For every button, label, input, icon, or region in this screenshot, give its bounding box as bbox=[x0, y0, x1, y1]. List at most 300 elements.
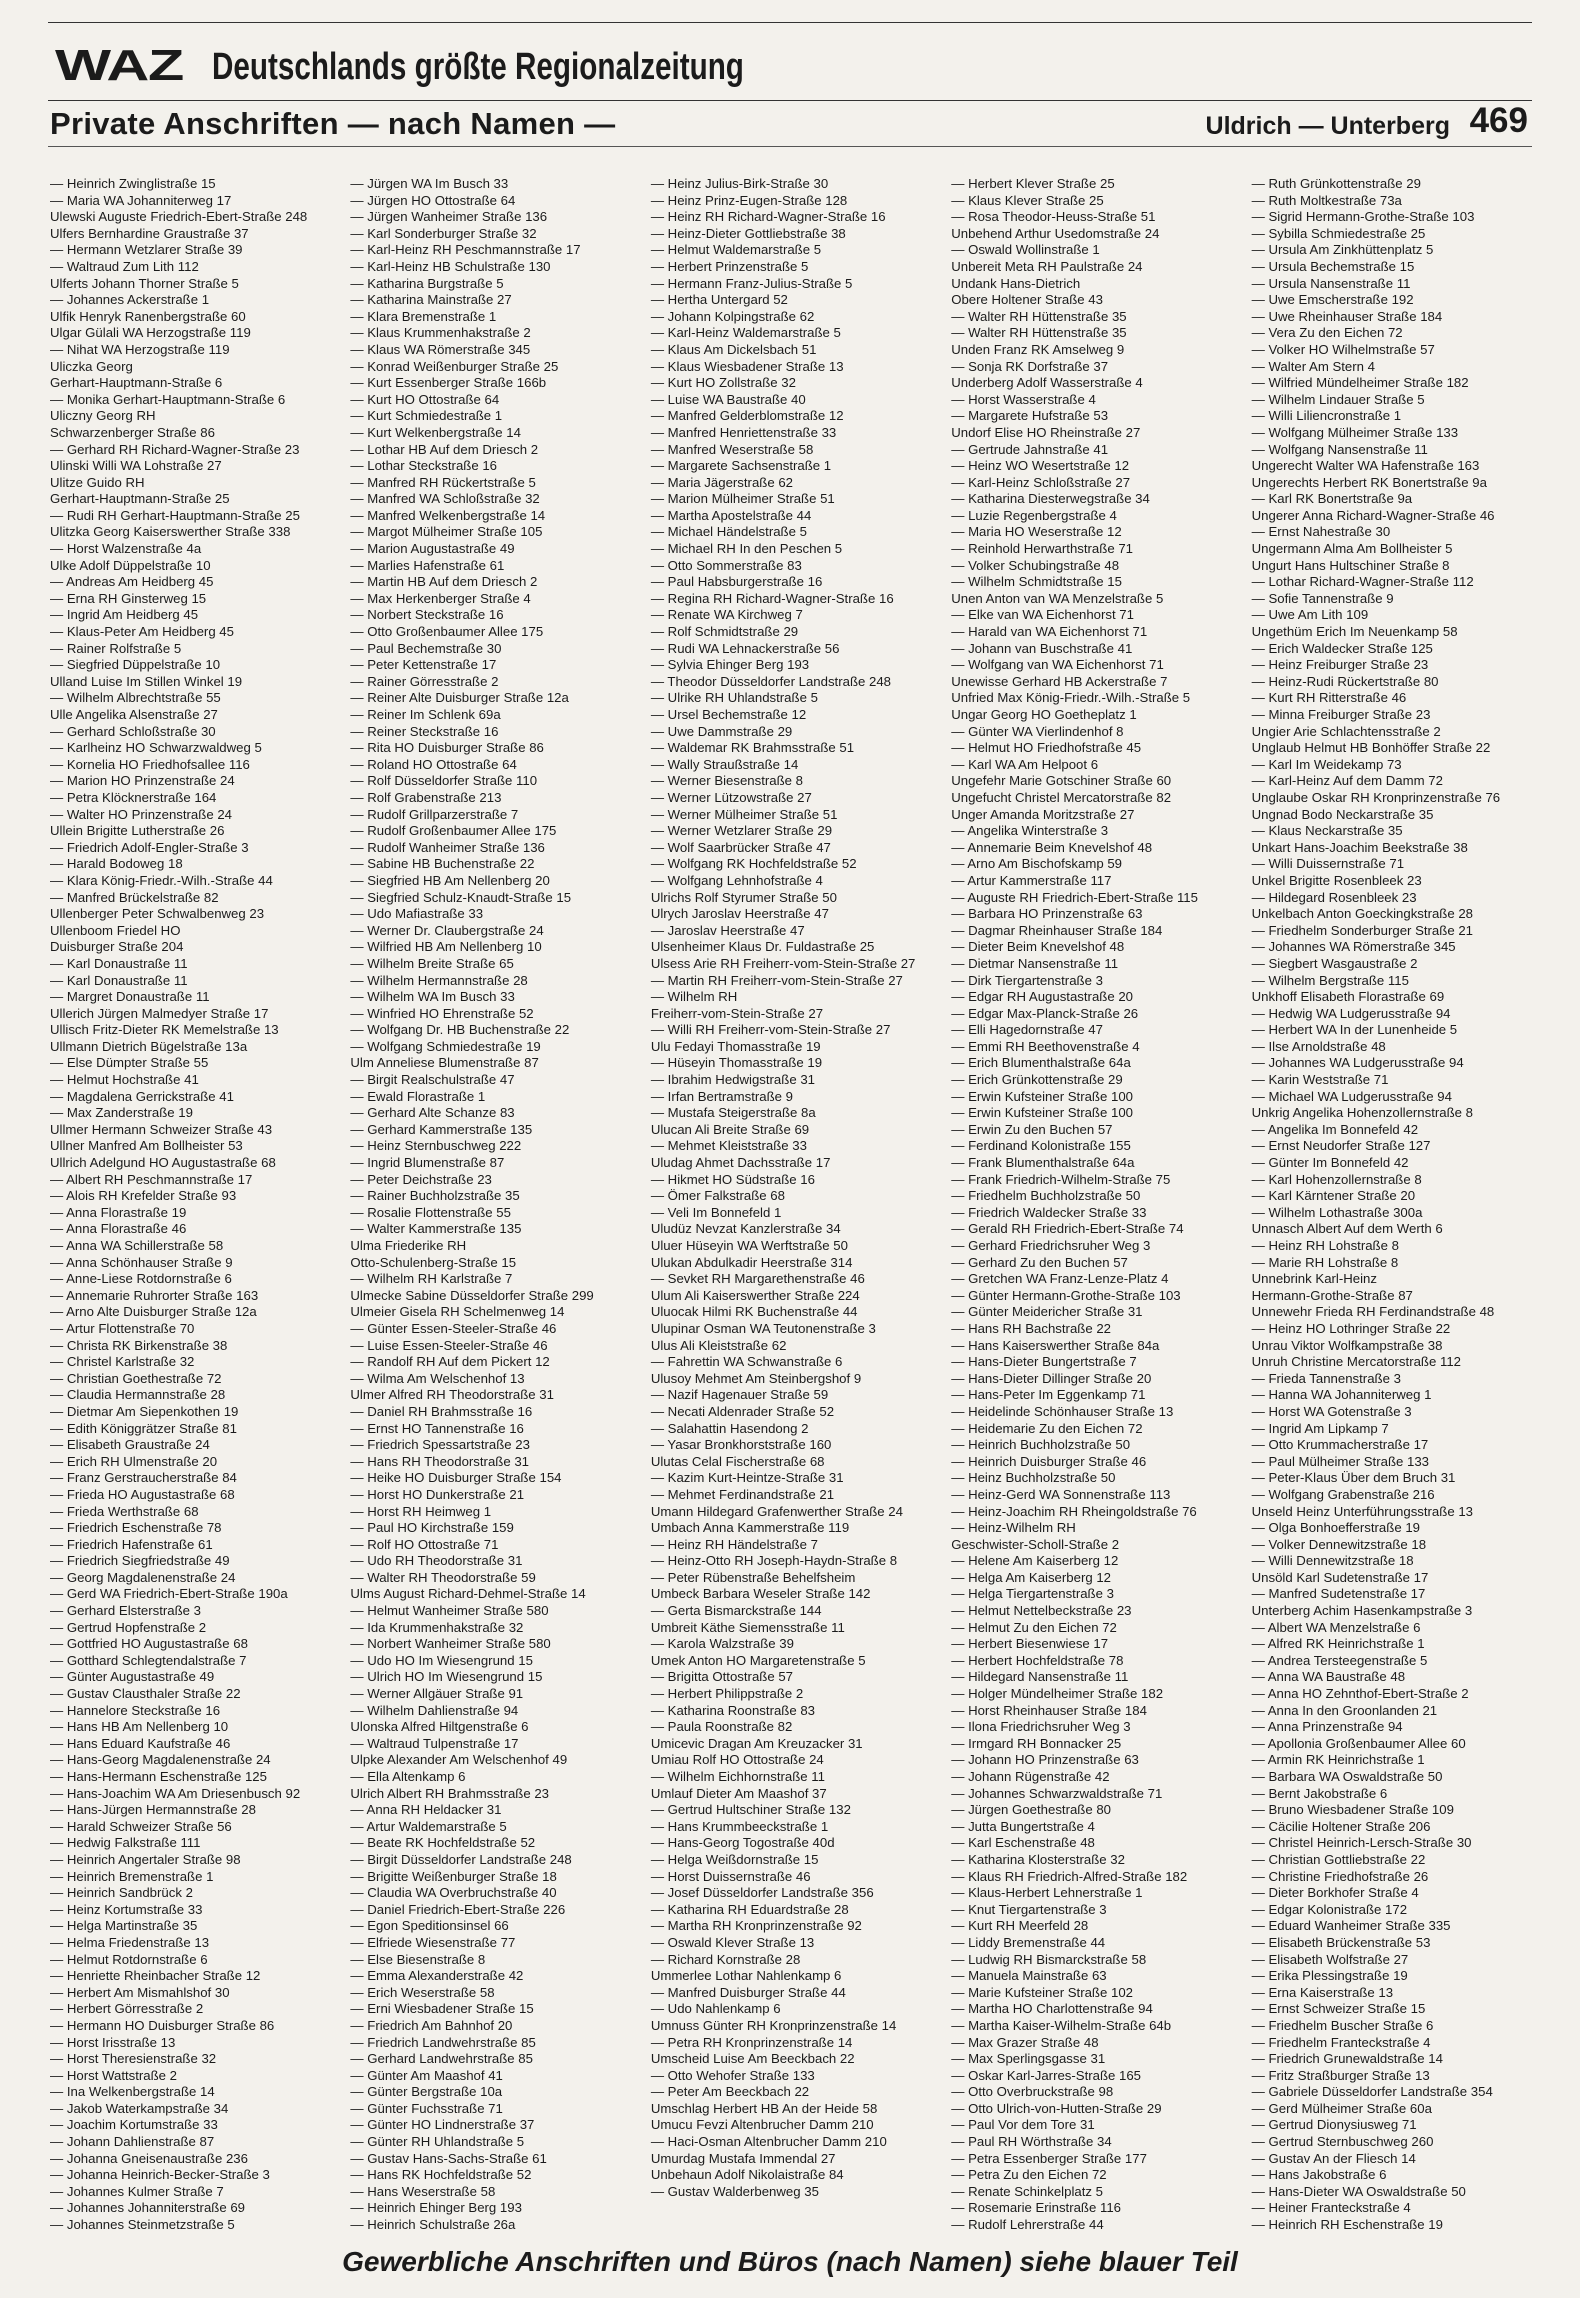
list-item: — Johann HO Prinzenstraße 63 bbox=[951, 1752, 1139, 1768]
list-item: — Elisabeth Wolfstraße 27 bbox=[1251, 1951, 1409, 1967]
list-item: — Auguste RH Friedrich-Ebert-Straße 115 bbox=[951, 889, 1198, 905]
list-item: — Margot Mülheimer Straße 105 bbox=[350, 524, 543, 540]
list-item: — Walter RH Hüttenstraße 35 bbox=[951, 325, 1127, 341]
list-item: Ulucan Ali Breite Straße 69 bbox=[650, 1121, 810, 1137]
list-item: — Gottfried HO Augustastraße 68 bbox=[50, 1636, 248, 1652]
column-5 bbox=[1251, 176, 1540, 2233]
list-item: Ungerecht Walter WA Hafenstraße 163 bbox=[1251, 458, 1480, 474]
list-item: Ungnad Bodo Neckarstraße 35 bbox=[1251, 806, 1434, 822]
list-item: — Margarete Sachsenstraße 1 bbox=[650, 458, 832, 474]
list-item: — Erich RH Ulmenstraße 20 bbox=[50, 1453, 218, 1469]
list-item: Ummerlee Lothar Nahlenkamp 6 bbox=[650, 1968, 842, 1984]
list-item: Uludag Ahmet Dachsstraße 17 bbox=[650, 1155, 831, 1171]
list-item: Schwarzenberger Straße 86 bbox=[50, 424, 215, 440]
list-item: — Elke van WA Eichenhorst 71 bbox=[951, 607, 1134, 623]
list-item: — Marion Mülheimer Straße 51 bbox=[650, 491, 835, 507]
list-item: — Jürgen HO Ottostraße 64 bbox=[350, 192, 516, 208]
list-item: — Henriette Rheinbacher Straße 12 bbox=[50, 1968, 261, 1984]
list-item: Unewisse Gerhard HB Ackerstraße 7 bbox=[951, 673, 1168, 689]
list-item: — Hedwig Falkstraße 111 bbox=[50, 1835, 201, 1851]
list-item: — Gabriele Düsseldorfer Landstraße 354 bbox=[1251, 2084, 1493, 2100]
list-item: — Karlheinz HO Schwarzwaldweg 5 bbox=[50, 740, 262, 756]
list-item: — Johanna Heinrich-Becker-Straße 3 bbox=[50, 2167, 270, 2183]
list-item: — Rudolf Wanheimer Straße 136 bbox=[350, 839, 545, 855]
list-item: — Max Herkenberger Straße 4 bbox=[350, 590, 531, 606]
list-item: — Volker Schubingstraße 48 bbox=[951, 557, 1120, 573]
list-item: — Katharina Burgstraße 5 bbox=[350, 275, 504, 291]
list-item: — Michael Händelstraße 5 bbox=[650, 524, 807, 540]
list-item: — Heidelinde Schönhauser Straße 13 bbox=[951, 1403, 1174, 1419]
list-item: — Otto Krummacherstraße 17 bbox=[1251, 1437, 1429, 1453]
list-item: — Friedrich Siegfriedstraße 49 bbox=[50, 1553, 230, 1569]
list-item: — Hermann Franz-Julius-Straße 5 bbox=[650, 275, 853, 291]
list-item: — Hanna WA Johanniterweg 1 bbox=[1251, 1387, 1432, 1403]
list-item: Ungethüm Erich Im Neuenkamp 58 bbox=[1251, 624, 1458, 640]
list-item: — Michael RH In den Peschen 5 bbox=[650, 541, 843, 557]
list-item: — Werner Biesenstraße 8 bbox=[650, 773, 804, 789]
list-item: — Regina RH Richard-Wagner-Straße 16 bbox=[650, 590, 894, 606]
list-item: — Heinz-Gerd WA Sonnenstraße 113 bbox=[951, 1486, 1171, 1502]
list-item: Unrau Viktor Wolfkampstraße 38 bbox=[1251, 1337, 1443, 1353]
list-item: — Gustav Walderbenweg 35 bbox=[650, 2183, 819, 2199]
list-item: — Wilhelm Lindauer Straße 5 bbox=[1251, 391, 1425, 407]
list-item: Ulonska Alfred Hiltgenstraße 6 bbox=[350, 1719, 529, 1735]
list-item: — Petra Essenberger Straße 177 bbox=[951, 2150, 1147, 2166]
list-item: Ullmer Hermann Schweizer Straße 43 bbox=[50, 1121, 273, 1137]
list-item: — Paul Bechemstraße 30 bbox=[350, 640, 502, 656]
list-item: — Heidemarie Zu den Eichen 72 bbox=[951, 1420, 1143, 1436]
list-item: Unnewehr Frieda RH Ferdinandstraße 48 bbox=[1251, 1304, 1495, 1320]
list-item: — Heinrich Zwinglistraße 15 bbox=[50, 176, 216, 191]
list-item: Ullenberger Peter Schwalbenweg 23 bbox=[50, 906, 265, 922]
list-item: — Friedrich Landwehrstraße 85 bbox=[350, 2034, 536, 2050]
list-item: — Ingrid Am Lipkamp 7 bbox=[1251, 1420, 1389, 1436]
list-item: Unkelbach Anton Goeckingkstraße 28 bbox=[1251, 906, 1474, 922]
list-item: — Wilfried Mündelheimer Straße 182 bbox=[1251, 375, 1469, 391]
list-item: — Hans RH Bachstraße 22 bbox=[951, 1320, 1111, 1336]
list-item: — Gerhard Alte Schanze 83 bbox=[350, 1105, 515, 1121]
list-item: — Ina Welkenbergstraße 14 bbox=[50, 2084, 215, 2100]
list-item: — Ilse Arnoldstraße 48 bbox=[1251, 1038, 1386, 1054]
list-item: Freiherr-vom-Stein-Straße 27 bbox=[650, 1005, 824, 1021]
list-item: — Ilona Friedrichsruher Weg 3 bbox=[951, 1719, 1131, 1735]
list-item: — Hans Eduard Kaufstraße 46 bbox=[50, 1735, 231, 1751]
list-item: Umbreit Käthe Siemensstraße 11 bbox=[650, 1619, 845, 1635]
list-item: — Hans Weserstraße 58 bbox=[350, 2183, 496, 2199]
list-item: — Kazim Kurt-Heintze-Straße 31 bbox=[650, 1470, 844, 1486]
list-item: — Helmut Wanheimer Straße 580 bbox=[350, 1603, 549, 1619]
list-item: — Wolfgang Dr. HB Buchenstraße 22 bbox=[350, 1022, 570, 1038]
list-item: Ungier Arie Schlachtensstraße 2 bbox=[1251, 723, 1441, 739]
list-item: — Martha RH Kronprinzenstraße 92 bbox=[650, 1918, 862, 1934]
list-item: — Klaus-Herbert Lehnerstraße 1 bbox=[951, 1885, 1143, 1901]
list-item: — Siegfried HB Am Nellenberg 20 bbox=[350, 872, 550, 888]
list-item: Ulinski Willi WA Lohstraße 27 bbox=[50, 458, 222, 474]
list-item: — Jürgen Wanheimer Straße 136 bbox=[350, 209, 548, 225]
list-item: — Rolf Grabenstraße 213 bbox=[350, 789, 502, 805]
list-item: — Erwin Kufsteiner Straße 100 bbox=[951, 1105, 1133, 1121]
list-item: — Siegfried Düppelstraße 10 bbox=[50, 657, 221, 673]
list-item: — Konrad Weißenburger Straße 25 bbox=[350, 358, 559, 374]
list-item: — Friedrich Spessartstraße 23 bbox=[350, 1437, 530, 1453]
list-item: Ungefucht Christel Mercatorstraße 82 bbox=[951, 789, 1172, 805]
list-item: — Elisabeth Graustraße 24 bbox=[50, 1437, 210, 1453]
list-item: — Horst HO Dunkerstraße 21 bbox=[350, 1486, 525, 1502]
list-item: — Apollonia Großenbaumer Allee 60 bbox=[1251, 1735, 1466, 1751]
list-item: — Klaus Wiesbadener Straße 13 bbox=[650, 358, 844, 374]
list-item: — Heinrich Buchholzstraße 50 bbox=[951, 1437, 1131, 1453]
list-item: — Gertrud Dionysiusweg 71 bbox=[1251, 2117, 1417, 2133]
list-item: — Andrea Tersteegenstraße 5 bbox=[1251, 1652, 1428, 1668]
list-item: — Friedrich Waldecker Straße 33 bbox=[951, 1204, 1147, 1220]
list-item: — Willi RH Freiherr-vom-Stein-Straße 27 bbox=[650, 1022, 891, 1038]
list-item: — Helmut Waldemarstraße 5 bbox=[650, 242, 822, 258]
list-item: — Karl Sonderburger Straße 32 bbox=[350, 225, 537, 241]
list-item: — Daniel RH Brahmsstraße 16 bbox=[350, 1403, 533, 1419]
list-item: — Friedrich Grunewaldstraße 14 bbox=[1251, 2051, 1443, 2067]
list-item: — Gerd Mülheimer Straße 60a bbox=[1251, 2100, 1432, 2116]
list-item: Ulpke Alexander Am Welschenhof 49 bbox=[350, 1752, 568, 1768]
list-item: — Dietmar Am Siepenkothen 19 bbox=[50, 1403, 239, 1419]
list-item: — Manfred Welkenbergstraße 14 bbox=[350, 507, 546, 523]
list-item: — Hermann Wetzlarer Straße 39 bbox=[50, 242, 243, 258]
list-item: — Jürgen Goethestraße 80 bbox=[951, 1802, 1112, 1818]
list-item: — Karl Im Weidekamp 73 bbox=[1251, 756, 1402, 772]
list-item: Unkel Brigitte Rosenbleek 23 bbox=[1251, 872, 1422, 888]
list-item: — Angelika Winterstraße 3 bbox=[951, 823, 1109, 839]
list-item: — Karl WA Am Helpoot 6 bbox=[951, 756, 1099, 772]
list-item: — Peter Kettenstraße 17 bbox=[350, 657, 497, 673]
list-item: — Anna Schönhauser Straße 9 bbox=[50, 1254, 233, 1270]
list-item: — Horst Walzenstraße 4a bbox=[50, 541, 202, 557]
list-item: — Margret Donaustraße 11 bbox=[50, 989, 210, 1005]
list-item: — Wilhelm Eichhornstraße 11 bbox=[650, 1769, 825, 1784]
list-item: — Wilhelm Schmidtstraße 15 bbox=[951, 574, 1122, 590]
list-item: — Heinz RH Lohstraße 8 bbox=[1251, 1238, 1399, 1253]
list-item: — Karl RK Bonertstraße 9a bbox=[1251, 491, 1413, 507]
list-item: — Karl-Heinz Schloßstraße 27 bbox=[951, 474, 1131, 490]
list-item: — Johannes Schwarzwaldstraße 71 bbox=[951, 1785, 1163, 1801]
list-item: — Werner Allgäuer Straße 91 bbox=[350, 1686, 524, 1702]
list-item: — Klaus Am Dickelsbach 51 bbox=[650, 341, 817, 357]
list-item: Umucu Fevzi Altenbrucher Damm 210 bbox=[650, 2117, 874, 2133]
list-item: — Heinz Sternbuschweg 222 bbox=[350, 1138, 522, 1154]
list-item: — Manfred Gelderblomstraße 12 bbox=[650, 408, 844, 424]
list-item: — Anna RH Heldacker 31 bbox=[350, 1802, 502, 1818]
list-item: — Nihat WA Herzogstraße 119 bbox=[50, 341, 230, 357]
list-item: — Holger Mündelheimer Straße 182 bbox=[951, 1686, 1164, 1702]
list-item: — Artur Flottenstraße 70 bbox=[50, 1320, 195, 1336]
list-item: — Ella Altenkamp 6 bbox=[350, 1769, 466, 1784]
list-item: — Roland HO Ottostraße 64 bbox=[350, 756, 517, 772]
list-item: — Johannes WA Römerstraße 345 bbox=[1251, 939, 1456, 955]
list-item: — Petra Zu den Eichen 72 bbox=[951, 2167, 1107, 2183]
list-item: — Rainer Buchholzstraße 35 bbox=[350, 1188, 520, 1204]
list-item: — Udo Mafiastraße 33 bbox=[350, 906, 484, 922]
list-item: — Anna Prinzenstraße 94 bbox=[1251, 1719, 1403, 1735]
list-item: — Gerhard Landwehrstraße 85 bbox=[350, 2051, 533, 2067]
list-item: — Richard Kornstraße 28 bbox=[650, 1951, 801, 1967]
list-item: — Hildegard Rosenbleek 23 bbox=[1251, 889, 1417, 905]
list-item: — Gustav Hans-Sachs-Straße 61 bbox=[350, 2150, 547, 2166]
list-item: — Uwe Emscherstraße 192 bbox=[1251, 292, 1414, 308]
list-item: — Wilhelm Hermannstraße 28 bbox=[350, 972, 528, 988]
list-item: — Günter Hermann-Grothe-Straße 103 bbox=[951, 1287, 1181, 1303]
list-item: — Erich Blumenthalstraße 64a bbox=[951, 1055, 1131, 1071]
list-item: — Karl-Heinz Auf dem Damm 72 bbox=[1251, 773, 1443, 789]
list-item: — Emma Alexanderstraße 42 bbox=[350, 1968, 524, 1984]
list-item: — Edgar RH Augustastraße 20 bbox=[951, 989, 1134, 1005]
list-item: — Rita HO Duisburger Straße 86 bbox=[350, 740, 544, 756]
list-item: — Luise Essen-Steeler-Straße 46 bbox=[350, 1337, 548, 1353]
list-item: — Johannes WA Ludgerusstraße 94 bbox=[1251, 1055, 1464, 1071]
list-item: Unfried Max König-Friedr.-Wilh.-Straße 5 bbox=[951, 690, 1191, 706]
list-item: — Birgit Realschulstraße 47 bbox=[350, 1072, 515, 1088]
list-item: — Johannes Steinmetzstraße 5 bbox=[50, 2217, 235, 2233]
list-item: — Uwe Dammstraße 29 bbox=[650, 723, 793, 739]
list-item: — Anna In den Groonlanden 21 bbox=[1251, 1702, 1438, 1718]
list-item: — Werner Dr. Claubergstraße 24 bbox=[350, 922, 544, 938]
list-item: — Dagmar Rheinhauser Straße 184 bbox=[951, 922, 1163, 938]
list-item: — Johannes Ackerstraße 1 bbox=[50, 292, 210, 308]
list-item: — Karl-Heinz RH Peschmannstraße 17 bbox=[350, 242, 581, 258]
list-item: — Max Sperlingsgasse 31 bbox=[951, 2051, 1106, 2067]
list-item: — Knut Tiergartenstraße 3 bbox=[951, 1901, 1107, 1917]
list-item: — Monika Gerhart-Hauptmann-Straße 6 bbox=[50, 391, 286, 407]
list-item: — Heinz Buchholzstraße 50 bbox=[951, 1470, 1116, 1486]
list-item: — Randolf RH Auf dem Pickert 12 bbox=[350, 1354, 550, 1370]
list-item: Unen Anton van WA Menzelstraße 5 bbox=[951, 590, 1164, 606]
list-item: Ulm Anneliese Blumenstraße 87 bbox=[350, 1055, 539, 1071]
list-item: — Norbert Steckstraße 16 bbox=[350, 607, 504, 623]
list-item: — Horst Wasserstraße 4 bbox=[951, 391, 1096, 407]
list-item: — Horst RH Heimweg 1 bbox=[350, 1503, 492, 1519]
list-item: — Günter Augustastraße 49 bbox=[50, 1669, 215, 1685]
list-item: — Klaus-Peter Am Heidberg 45 bbox=[50, 624, 234, 640]
list-item: Ulitze Guido RH bbox=[50, 474, 145, 490]
list-item: — Nazif Hagenauer Straße 59 bbox=[650, 1387, 829, 1403]
section-title: Private Anschriften — nach Namen — bbox=[50, 106, 616, 141]
list-item: — Jaroslav Heerstraße 47 bbox=[650, 922, 805, 938]
list-item: — Karin Weststraße 71 bbox=[1251, 1072, 1389, 1088]
list-item: — Magdalena Gerrickstraße 41 bbox=[50, 1088, 234, 1104]
list-item: — Beate RK Hochfeldstraße 52 bbox=[350, 1835, 536, 1851]
list-item: — Hans Jakobstraße 6 bbox=[1251, 2167, 1387, 2183]
list-item: — Karl-Heinz Waldemarstraße 5 bbox=[650, 325, 841, 341]
list-item: — Martin HB Auf dem Driesch 2 bbox=[350, 574, 538, 590]
list-item: Ulle Angelika Alsenstraße 27 bbox=[50, 707, 218, 722]
list-item: — Rolf Düsseldorfer Straße 110 bbox=[350, 773, 538, 789]
list-item: — Heinz-Joachim RH Rheingoldstraße 76 bbox=[951, 1503, 1197, 1519]
list-item: — Rudi WA Lehnackerstraße 56 bbox=[650, 640, 840, 656]
list-item: — Alois RH Krefelder Straße 93 bbox=[50, 1188, 237, 1204]
list-item: — Peter-Klaus Über dem Bruch 31 bbox=[1251, 1470, 1456, 1486]
top-rule bbox=[48, 22, 1532, 23]
list-item: — Albert RH Peschmannstraße 17 bbox=[50, 1171, 253, 1187]
list-item: — Hikmet HO Südstraße 16 bbox=[650, 1171, 815, 1187]
list-item: — Klaus Krummenhakstraße 2 bbox=[350, 325, 531, 341]
list-item: — Dirk Tiergartenstraße 3 bbox=[951, 972, 1103, 988]
list-item: Ulms August Richard-Dehmel-Straße 14 bbox=[350, 1586, 586, 1602]
list-item: — Max Grazer Straße 48 bbox=[951, 2034, 1099, 2050]
list-item: — Sigrid Hermann-Grothe-Straße 103 bbox=[1251, 209, 1475, 225]
list-item: — Helga Weißdornstraße 15 bbox=[650, 1851, 819, 1867]
list-item: — Günter WA Vierlindenhof 8 bbox=[951, 723, 1124, 739]
list-item: — Ferdinand Kolonistraße 155 bbox=[951, 1138, 1131, 1154]
list-item: — Heinz Freiburger Straße 23 bbox=[1251, 657, 1429, 673]
list-item: — Johann Dahlienstraße 87 bbox=[50, 2134, 215, 2150]
list-item: Umschlag Herbert HB An der Heide 58 bbox=[650, 2100, 878, 2116]
list-item: — Winfried HO Ehrenstraße 52 bbox=[350, 1005, 534, 1021]
list-item: — Otto Ulrich-von-Hutten-Straße 29 bbox=[951, 2100, 1162, 2116]
list-item: — Katharina Klosterstraße 32 bbox=[951, 1851, 1125, 1867]
list-item: Unkhoff Elisabeth Florastraße 69 bbox=[1251, 989, 1445, 1005]
list-item: — Gertrud Hopfenstraße 2 bbox=[50, 1619, 207, 1635]
list-item: — Helmut Nettelbeckstraße 23 bbox=[951, 1603, 1132, 1619]
list-item: — Theodor Düsseldorfer Landstraße 248 bbox=[650, 673, 892, 689]
list-item: — Gerhard Schloßstraße 30 bbox=[50, 723, 216, 739]
list-item: — Martha HO Charlottenstraße 94 bbox=[951, 2001, 1153, 2017]
name-range: Uldrich — Unterberg bbox=[1205, 112, 1450, 140]
list-item: — Ursula Bechemstraße 15 bbox=[1251, 258, 1415, 274]
list-item: — Wolfgang Grabenstraße 216 bbox=[1251, 1486, 1435, 1502]
list-item: — Gerta Bismarckstraße 144 bbox=[650, 1603, 822, 1619]
list-item: — Sofie Tannenstraße 9 bbox=[1251, 590, 1394, 606]
list-item: — Waldemar RK Brahmsstraße 51 bbox=[650, 740, 855, 756]
list-item: — Peter Rübenstraße Behelfsheim bbox=[650, 1569, 856, 1585]
list-item: — Friedrich Adolf-Engler-Straße 3 bbox=[50, 839, 249, 855]
list-item: — Wolf Saarbrücker Straße 47 bbox=[650, 839, 831, 855]
list-item: — Edith Königgrätzer Straße 81 bbox=[50, 1420, 237, 1436]
list-item: — Annemarie Beim Knevelshof 48 bbox=[951, 839, 1153, 855]
list-item: — Heinrich RH Eschenstraße 19 bbox=[1251, 2217, 1443, 2233]
list-item: — Willi Liliencronstraße 1 bbox=[1251, 408, 1402, 424]
list-item: — Margarete Hufstraße 53 bbox=[951, 408, 1109, 424]
list-item: — Werner Wetzlarer Straße 29 bbox=[650, 823, 833, 839]
list-item: — Ingrid Blumenstraße 87 bbox=[350, 1155, 505, 1171]
list-item: Unden Franz RK Amselweg 9 bbox=[951, 341, 1125, 357]
list-item: — Katharina Roonstraße 83 bbox=[650, 1702, 816, 1718]
list-item: — Gerald RH Friedrich-Ebert-Straße 74 bbox=[951, 1221, 1184, 1237]
list-item: — Annemarie Ruhrorter Straße 163 bbox=[50, 1287, 259, 1303]
list-item: Unger Amanda Moritzstraße 27 bbox=[951, 806, 1135, 822]
masthead-rule bbox=[48, 100, 1532, 101]
list-item: — Marion HO Prinzenstraße 24 bbox=[50, 773, 235, 789]
list-item: — Werner Lützowstraße 27 bbox=[650, 789, 812, 805]
page-number: 469 bbox=[1469, 101, 1528, 140]
list-item: — Fritz Straßburger Straße 13 bbox=[1251, 2067, 1430, 2083]
list-item: — Erika Plessingstraße 19 bbox=[1251, 1968, 1408, 1984]
list-item: — Reiner Steckstraße 16 bbox=[350, 723, 499, 739]
list-item: — Joachim Kortumstraße 33 bbox=[50, 2117, 218, 2133]
list-item: — Bernt Jakobstraße 6 bbox=[1251, 1785, 1388, 1801]
list-item: — Horst Theresienstraße 32 bbox=[50, 2051, 217, 2067]
list-item: — Heinrich Bremenstraße 1 bbox=[50, 1868, 214, 1884]
list-item: — Friedhelm Buchholzstraße 50 bbox=[951, 1188, 1141, 1204]
list-item: — Irmgard RH Bonnacker 25 bbox=[951, 1735, 1122, 1751]
list-item: — Ursula Nansenstraße 11 bbox=[1251, 275, 1411, 291]
list-item: — Hans-Hermann Eschenstraße 125 bbox=[50, 1769, 267, 1784]
list-item: — Gustav An der Fliesch 14 bbox=[1251, 2150, 1416, 2166]
list-item: — Uwe Am Lith 109 bbox=[1251, 607, 1369, 623]
list-item: Ulfers Bernhardine Graustraße 37 bbox=[50, 225, 249, 241]
list-item: Umbeck Barbara Weseler Straße 142 bbox=[650, 1586, 871, 1602]
list-item: Ulfik Henryk Ranenbergstraße 60 bbox=[50, 308, 246, 324]
list-item: — Karl Kärntener Straße 20 bbox=[1251, 1188, 1416, 1204]
list-item: Uludüz Nevzat Kanzlerstraße 34 bbox=[650, 1221, 841, 1237]
list-item: — Harald van WA Eichenhorst 71 bbox=[951, 624, 1148, 640]
list-item: — Ida Krummenhakstraße 32 bbox=[350, 1619, 524, 1635]
list-item: — Wilfried HB Am Nellenberg 10 bbox=[350, 939, 542, 955]
list-item: — Kurt HO Ottostraße 64 bbox=[350, 391, 500, 407]
list-item: — Heinrich Angertaler Straße 98 bbox=[50, 1851, 241, 1867]
list-item: — Wolfgang van WA Eichenhorst 71 bbox=[951, 657, 1164, 673]
list-item: — Erna RH Ginsterweg 15 bbox=[50, 590, 207, 606]
list-item: — Christian Goethestraße 72 bbox=[50, 1370, 222, 1386]
list-item: — Herbert Klever Straße 25 bbox=[951, 176, 1115, 191]
list-item: Ulsess Arie RH Freiherr-vom-Stein-Straße 27 bbox=[650, 955, 916, 971]
list-item: — Heinz-Dieter Gottliebstraße 38 bbox=[650, 225, 846, 241]
list-item: — Renate WA Kirchweg 7 bbox=[650, 607, 803, 623]
list-item: Ulus Ali Kleiststraße 62 bbox=[650, 1337, 787, 1353]
list-item: — Maria Jägerstraße 62 bbox=[650, 474, 793, 490]
list-item: — Wilhelm Lothastraße 300a bbox=[1251, 1204, 1423, 1220]
list-item: — Hildegard Nansenstraße 11 bbox=[951, 1669, 1129, 1685]
list-item: — Marie RH Lohstraße 8 bbox=[1251, 1254, 1399, 1270]
list-item: — Helga Am Kaiserberg 12 bbox=[951, 1569, 1112, 1585]
list-item: — Wilhelm WA Im Busch 33 bbox=[350, 989, 515, 1005]
list-item: Umek Anton HO Margaretenstraße 5 bbox=[650, 1652, 866, 1668]
list-item: — Wally Straußstraße 14 bbox=[650, 756, 799, 772]
list-item: — Rosalie Flottenstraße 55 bbox=[350, 1204, 511, 1220]
listing-columns bbox=[50, 176, 1540, 2233]
list-item: Underberg Adolf Wasserstraße 4 bbox=[951, 375, 1143, 391]
list-item: — Gotthard Schlegtendalstraße 7 bbox=[50, 1652, 247, 1668]
list-item: — Katharina RH Eduardstraße 28 bbox=[650, 1901, 849, 1917]
list-item: — Egon Speditionsinsel 66 bbox=[350, 1918, 509, 1934]
list-item: — Günter Essen-Steeler-Straße 46 bbox=[350, 1320, 557, 1336]
list-item: — Günter Im Bonnefeld 42 bbox=[1251, 1155, 1409, 1171]
list-item: — Hedwig WA Ludgerusstraße 94 bbox=[1251, 1005, 1451, 1021]
list-item: — Emmi RH Beethovenstraße 4 bbox=[951, 1038, 1140, 1054]
list-item: Ulrich Albert RH Brahmsstraße 23 bbox=[350, 1785, 550, 1801]
waz-logo: WAZ bbox=[55, 41, 183, 90]
list-item: — Hans HB Am Nellenberg 10 bbox=[50, 1719, 229, 1735]
list-item: — Werner Mülheimer Straße 51 bbox=[650, 806, 838, 822]
list-item: — Johanna Gneisenaustraße 236 bbox=[50, 2150, 248, 2166]
list-item: Unglaub Helmut HB Bonhöffer Straße 22 bbox=[1251, 740, 1491, 756]
list-item: — Josef Düsseldorfer Landstraße 356 bbox=[650, 1885, 874, 1901]
list-item: — Katharina Diesterwegstraße 34 bbox=[951, 491, 1150, 507]
footer-note: Gewerbliche Anschriften und Büros (nach Namen) siehe blauer Teil bbox=[342, 2246, 1238, 2277]
list-item: Ulsenheimer Klaus Dr. Fuldastraße 25 bbox=[650, 939, 875, 955]
list-item: — Eduard Wanheimer Straße 335 bbox=[1251, 1918, 1451, 1934]
list-item: — Oswald Wollinstraße 1 bbox=[951, 242, 1100, 258]
list-item: Ullner Manfred Am Bollheister 53 bbox=[50, 1138, 243, 1154]
list-item: — Gertrud Sternbuschweg 260 bbox=[1251, 2134, 1434, 2150]
list-item: — Friedrich Am Bahnhof 20 bbox=[350, 2017, 513, 2033]
list-item: — Reiner Alte Duisburger Straße 12a bbox=[350, 690, 569, 706]
list-item: — Christel Karlstraße 32 bbox=[50, 1354, 195, 1370]
list-item: — Irfan Bertramstraße 9 bbox=[650, 1088, 793, 1104]
list-item: Umurdag Mustafa Immendal 27 bbox=[650, 2150, 836, 2166]
list-item: — Kurt RH Meerfeld 28 bbox=[951, 1918, 1089, 1934]
list-item: — Paul Vor dem Tore 31 bbox=[951, 2117, 1095, 2133]
list-item: — Wilhelm RH bbox=[650, 989, 738, 1005]
list-item: — Franz Gerstraucherstraße 84 bbox=[50, 1470, 237, 1486]
list-item: — Frieda Tannenstraße 3 bbox=[1251, 1370, 1401, 1386]
list-item: — Norbert Wanheimer Straße 580 bbox=[350, 1636, 551, 1652]
